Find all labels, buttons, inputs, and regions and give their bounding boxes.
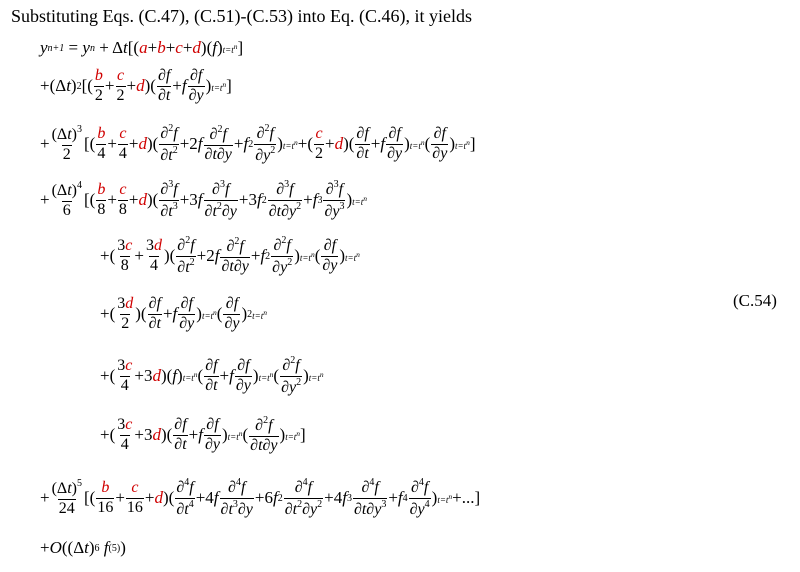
equation-line-5: +( $\frac{3c}{8}$ + $\frac{3d}{4}$ )( $\frac{\partial^2f}{\partial t^2}$ +2 f $\frac{\partial^2f}{\partial t\partial y}$ + f 2 $\frac{\partial^2f}{\partial y^2}$ ) $t=t^n$ ( $\frac{\partial f}{\partial y}$ ) $t=t^n$ (100, 235, 360, 276)
equation-line-4: + $\frac{(\Delta t)^4}{6}$ [( $\frac{b}{8}$ + $\frac{c}{8}$ + d )( $\frac{\partial^3f}{\partial t^3}$ +3 f $\frac{\partial^3f}{\partial t^2\partial y}$ +3 f 2 $\frac{\partial^3f}{\partial t\partial y^2}$ + f 3 $\frac{\partial^3f}{\partial y^3}$ ) $t=t^n$ (40, 179, 367, 220)
equation-line-9: + $\frac{(\Delta t)^5}{24}$ [( $\frac{b}{16}$ + $\frac{c}{16}$ + d )( $\frac{\partial^4f}{\partial t^4}$ +4 f $\frac{\partial^4f}{\partial t^3\partial y}$ +6 f 2 $\frac{\partial^4f}{\partial t^2\partial y^2}$ +4 f 3 $\frac{\partial^4f}{\partial t\partial y^3}$ + f 4 $\frac{\partial^4f}{\partial y^4}$ ) $t=t^n$ +...] (40, 477, 481, 518)
equation-line-8: +( $\frac{3c}{4}$ +3 d )( $\frac{\partial f}{\partial t}$ + f $\frac{\partial f}{\partial y}$ ) $t=t^n$ ( $\frac{\partial^2f}{\partial t\partial y}$ ) $t=t^n$ ] (100, 415, 306, 454)
equation-line-3: + $\frac{(\Delta t)^3}{2}$ [( $\frac{b}{4}$ + $\frac{c}{4}$ + d )( $\frac{\partial^2f}{\partial t^2}$ +2 f $\frac{\partial^2f}{\partial t\partial y}$ + f 2 $\frac{\partial^2f}{\partial y^2}$ ) $t=t^n$ +( $\frac{c}{2}$ + d )( $\frac{\partial f}{\partial t}$ + f $\frac{\partial f}{\partial y}$ ) $t=t^n$ ( $\frac{\partial f}{\partial y}$ ) $t=t^n$ ] (40, 123, 476, 164)
equation-line-1: y n+1 = y n + Δ t [( a + b + c + d )( f ) $t=t^n$ ] (40, 38, 244, 57)
equation-line-10: + O ((Δ t ) 6 f (5) ) (40, 538, 126, 557)
equation-line-7: +( $\frac{3c}{4}$ +3 d )( f ) $t=t^n$ ( $\frac{\partial f}{\partial t}$ + f $\frac{\partial f}{\partial y}$ ) $t=t^n$ ( $\frac{\partial^2f}{\partial y^2}$ ) $t=t^n$ (100, 355, 324, 396)
equation-number: (C.54) (733, 291, 777, 310)
intro-text: Substituting Eqs. (C.47), (C.51)-(C.53) into Eq. (C.46), it yields (11, 6, 472, 26)
equation-line-2: +(Δ t ) 2 [( $\frac{b}{2}$ + $\frac{c}{2}$ + d )( $\frac{\partial f}{\partial t}$ + f $\frac{\partial f}{\partial y}$ ) $t=t^n$ ] (40, 67, 232, 104)
equation-line-6: +( $\frac{3d}{2}$ )( $\frac{\partial f}{\partial t}$ + f $\frac{\partial f}{\partial y}$ ) $t=t^n$ ( $\frac{\partial f}{\partial y}$ ) 2 $t=t^n$ (100, 295, 267, 332)
